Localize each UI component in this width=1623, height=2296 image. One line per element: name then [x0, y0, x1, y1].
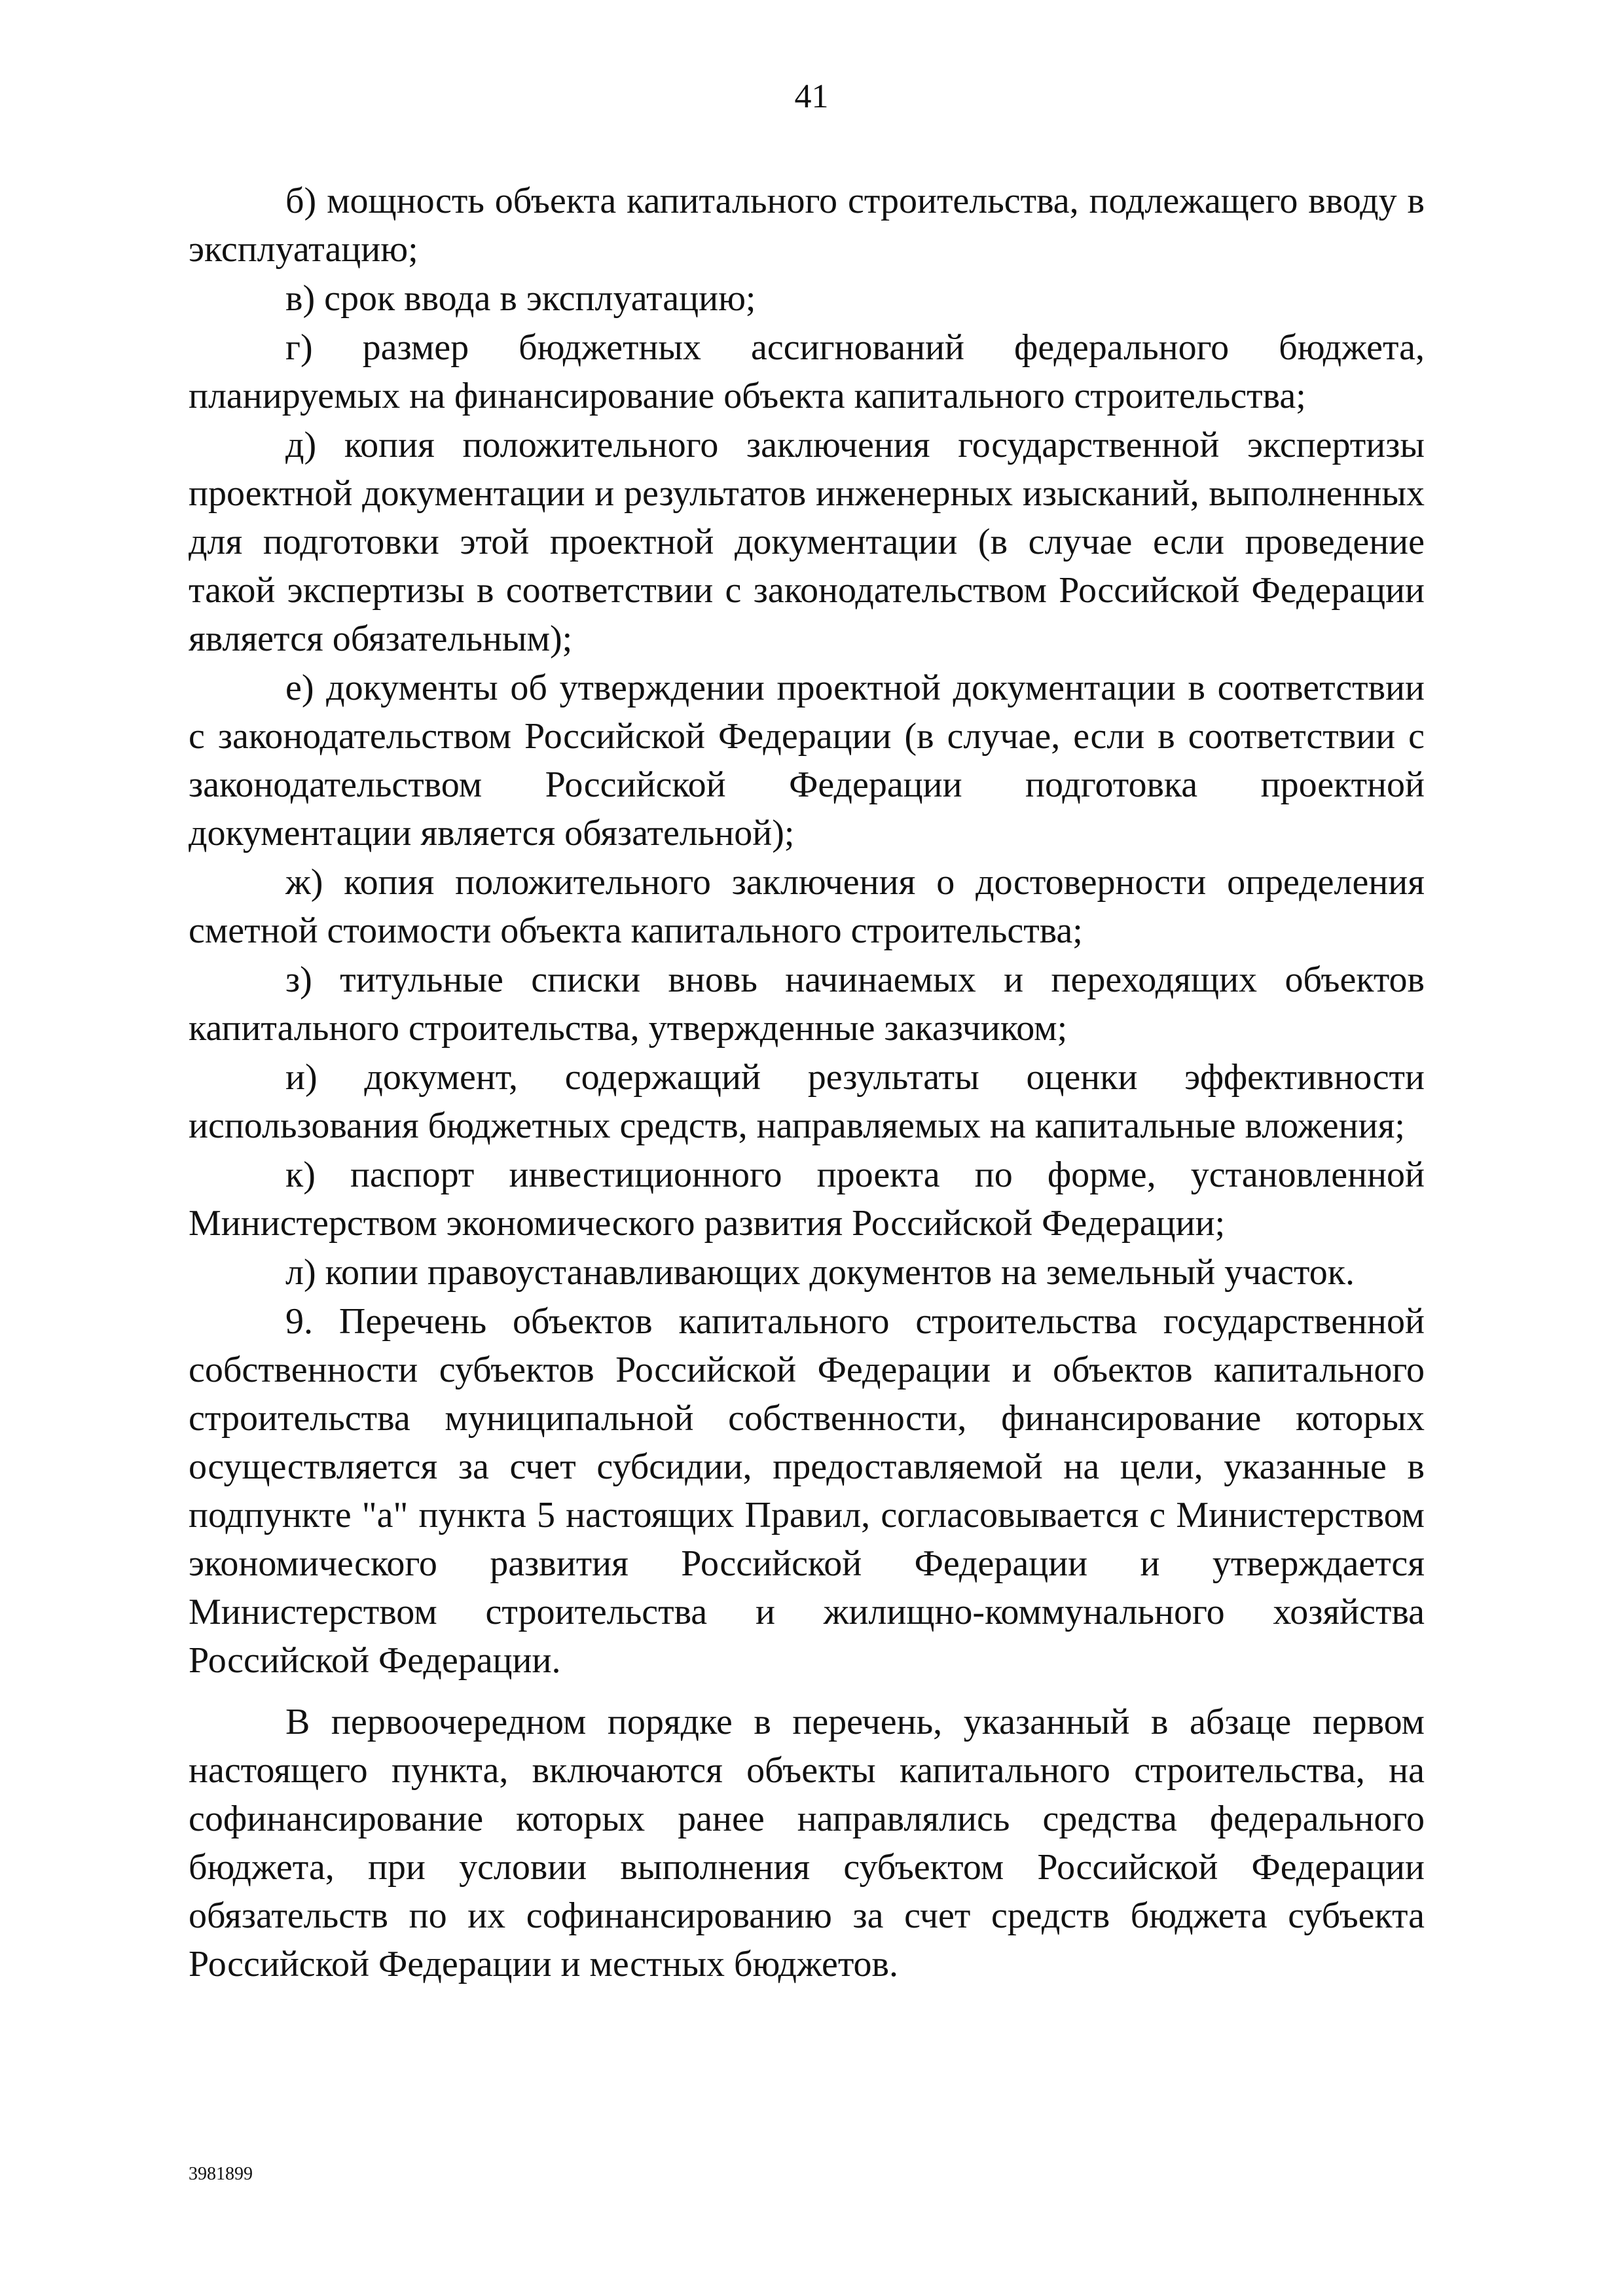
item-k-investment-passport: к) паспорт инвестиционного проекта по форме, установленной Министерством экономического развития Российской Федерации; [189, 1155, 1425, 1244]
item-z-title-lists: з) титульные списки вновь начинаемых и переходящих объектов капитального строительства, утвержденные заказчиком; [189, 960, 1425, 1049]
item-g-budget-allocations: г) размер бюджетных ассигнований федерального бюджета, планируемых на финансирование объекта капитального строительства; [189, 327, 1425, 416]
item-i-efficiency-assessment: и) документ, содержащий результаты оценки эффективности использования бюджетных средств, направляемых на капитальные вложения; [189, 1057, 1425, 1146]
item-zh-cost-reliability: ж) копия положительного заключения о достоверности определения сметной стоимости объекта капитального строительства; [189, 862, 1425, 951]
item-l-land-documents: л) копии правоустанавливающих документов на земельный участок. [285, 1252, 1355, 1293]
item-d-expertise-conclusion: д) копия положительного заключения государственной экспертизы проектной документации и результатов инженерных изысканий, выполненных для подготовки этой проектной документации (в случае если проведение такой экспертизы в соответствии с законодательством Российской Федерации является обязательным); [189, 425, 1425, 659]
item-v-commissioning-date: в) срок ввода в эксплуатацию; [285, 278, 756, 319]
page-number: 41 [794, 78, 829, 115]
priority-order-paragraph: В первоочередном порядке в перечень, указанный в абзаце первом настоящего пункта, включаются объекты капитального строительства, на софинансирование которых ранее направлялись средства федерального бюджета, при условии выполнения субъектом Российской Федерации обязательств по их софинансированию за счет средств бюджета субъекта Российской Федерации и местных бюджетов. [189, 1702, 1425, 1984]
section-9-paragraph: 9. Перечень объектов капитального строительства государственной собственности субъектов Российской Федерации и объектов капитального строительства муниципальной собственности, финансирование которых осуществляется за счет субсидии, предоставляемой на цели, указанные в подпункте "а" пункта 5 настоящих Правил, согласовывается с Министерством экономического развития Российской Федерации и утверждается Министерством строительства и жилищно-коммунального хозяйства Российской Федерации. [189, 1301, 1425, 1681]
document-id: 3981899 [189, 2164, 253, 2184]
item-b-capacity: б) мощность объекта капитального строительства, подлежащего вводу в эксплуатацию; [189, 181, 1425, 270]
document-body [189, 177, 1425, 1989]
item-e-design-approval: е) документы об утверждении проектной документации в соответствии с законодательством Российской Федерации (в случае, если в соответствии с законодательством Российской Федерации подготовка проектной документации является обязательной); [189, 668, 1425, 853]
